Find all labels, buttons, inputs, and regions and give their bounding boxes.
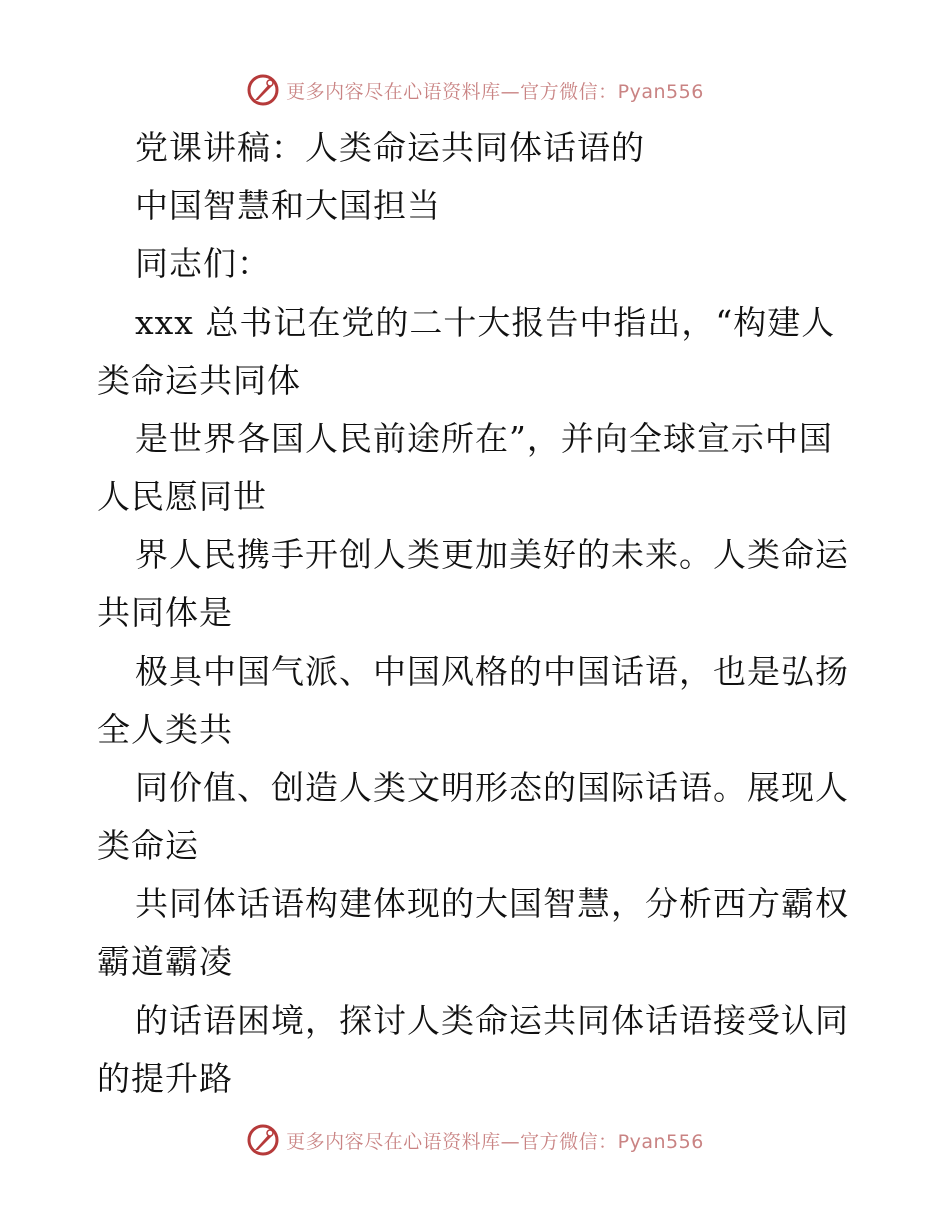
salutation: 同志们： xyxy=(135,244,271,283)
watermark-text: 更多内容尽在心语资料库—官方微信：Pyan556 xyxy=(286,1130,704,1153)
watermark-text: 更多内容尽在心语资料库—官方微信：Pyan556 xyxy=(286,80,704,103)
title-line-1: 党课讲稿：人类命运共同体话语的 xyxy=(135,128,645,167)
paragraph-line: xxx 总书记在党的二十大报告中指出，“构建人 xyxy=(135,303,836,342)
paragraph-line: 共同体是 xyxy=(97,593,233,632)
paragraph-line: 全人类共 xyxy=(97,710,233,749)
paragraph-line: 人民愿同世 xyxy=(97,477,267,516)
paragraph-line: 的话语困境，探讨人类命运共同体话语接受认同 xyxy=(135,1001,849,1040)
title-line-2: 中国智慧和大国担当 xyxy=(135,186,441,225)
paragraph-line: 是世界各国人民前途所在”，并向全球宣示中国 xyxy=(135,419,833,458)
quill-logo-icon xyxy=(246,73,280,107)
paragraph-line: 共同体话语构建体现的大国智慧，分析西方霸权 xyxy=(135,884,849,923)
paragraph-line: 界人民携手开创人类更加美好的未来。人类命运 xyxy=(135,535,849,574)
paragraph-line: 的提升路 xyxy=(97,1059,233,1098)
paragraph-line: 极具中国气派、中国风格的中国话语，也是弘扬 xyxy=(135,652,849,691)
paragraph-line: 类命运共同体 xyxy=(97,361,301,400)
quill-logo-icon xyxy=(246,1123,280,1157)
watermark-header xyxy=(0,70,950,110)
paragraph-line: 霸道霸凌 xyxy=(97,942,233,981)
paragraph-line: 同价值、创造人类文明形态的国际话语。展现人 xyxy=(135,768,849,807)
watermark-footer xyxy=(0,1120,950,1160)
paragraph-line: 类命运 xyxy=(97,826,199,865)
